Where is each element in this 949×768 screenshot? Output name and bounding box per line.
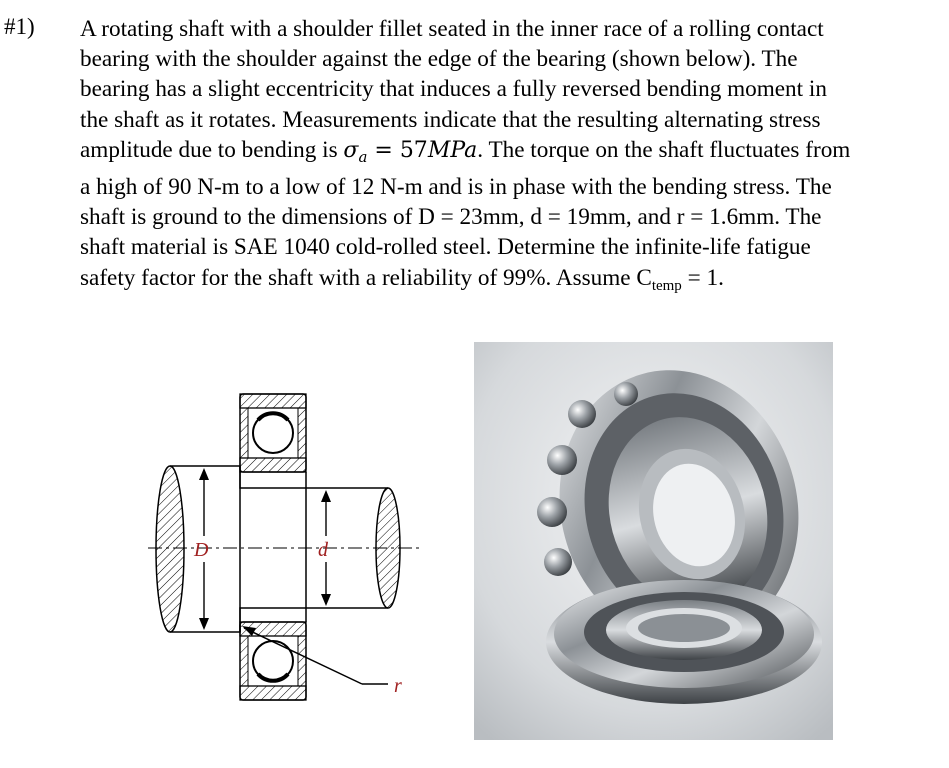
sigma-subscript: a <box>358 147 368 166</box>
equals-sign: = <box>367 137 400 163</box>
problem-line: shaft is ground to the dimensions of D = 23mm, d = 19mm, and r = 1.6mm. The <box>80 204 822 231</box>
bearing-shaft-diagram <box>148 380 423 715</box>
stress-value: 57 <box>399 137 428 163</box>
line-text: = 1. <box>681 264 724 291</box>
line-text: amplitude due to bending is <box>80 136 344 163</box>
problem-line: A rotating shaft with a shoulder fillet seated in the inner race of a rolling contact <box>80 16 824 42</box>
c-subscript: temp <box>651 277 682 294</box>
problem-line <box>80 135 942 172</box>
label-d: d <box>318 539 328 561</box>
stress-formula <box>343 137 478 166</box>
top-bearing <box>240 394 306 472</box>
line-text: safety factor for the shaft with a reliability of 99%. Assume C <box>80 264 652 291</box>
label-D: D <box>194 539 209 561</box>
problem-line: bearing with the shoulder against the edge of the bearing (shown below). The <box>80 46 798 73</box>
ball-bearing-photo <box>474 342 833 740</box>
problem-line: bearing has a slight eccentricity that induces a fully reversed bending moment in <box>80 76 827 103</box>
stress-unit: MPa <box>427 137 478 163</box>
shaft <box>156 466 400 632</box>
line-text: . The torque on the shaft fluctuates from <box>477 136 851 163</box>
problem-line: shaft material is SAE 1040 cold-rolled steel. Determine the infinite-life fatigue <box>80 234 811 261</box>
label-r: r <box>394 675 402 697</box>
problem-statement <box>80 14 942 301</box>
problem-number: #1) <box>4 14 35 39</box>
problem-line <box>80 263 942 301</box>
problem-line: a high of 90 N-m to a low of 12 N-m and is in phase with the bending stress. The <box>80 174 832 201</box>
lying-bearing <box>546 580 822 704</box>
problem-line: the shaft as it rotates. Measurements indicate that the resulting alternating stress <box>80 106 821 133</box>
sigma-symbol: σ <box>343 137 359 163</box>
